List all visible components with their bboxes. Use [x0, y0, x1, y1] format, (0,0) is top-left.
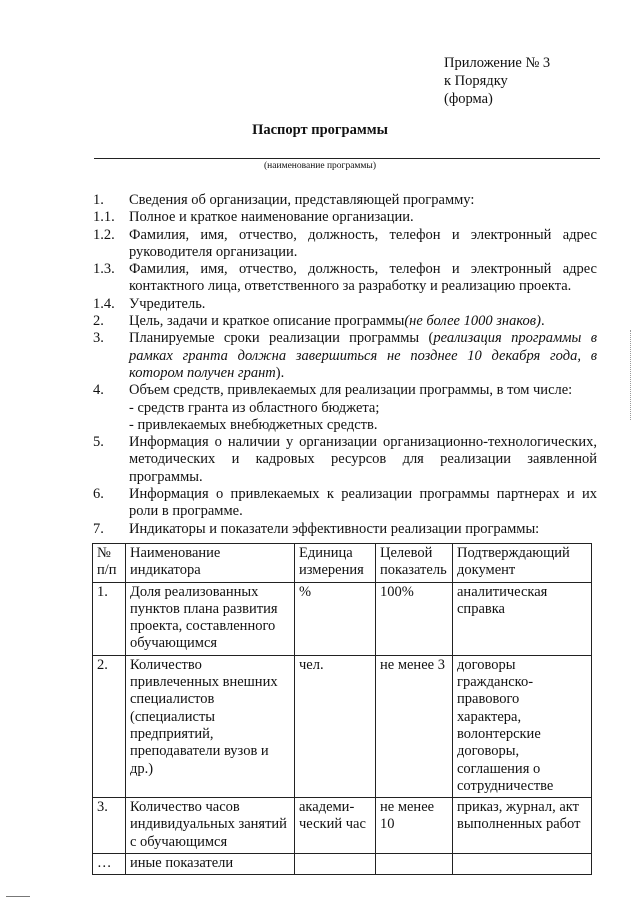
item-number: 3. [93, 330, 104, 347]
table-cell: 1. [93, 582, 126, 655]
appendix-number: Приложение № 3 [444, 55, 551, 71]
item-text: Индикаторы и показатели эффективности реализации программы: [129, 520, 540, 537]
table-cell: аналитическая справка [453, 582, 592, 655]
table-row [93, 582, 592, 655]
item-text: Сведения об организации, представляющей программу: [129, 192, 475, 208]
table-cell: договоры гражданско-правового характера, волонтерские договоры, соглашения о сотрудничестве [453, 655, 592, 797]
item-text: Планируемые сроки реализации программы ( [129, 330, 434, 347]
item-text: Учредитель. [129, 295, 206, 312]
item-text: Информация о наличии у организации организационно-технологических, методических и кадровых ресурсов для реализации заявленной программы. [129, 434, 597, 485]
list-item [93, 296, 597, 313]
table-cell: % [295, 582, 376, 655]
list-item [93, 434, 597, 486]
scan-corner-mark [6, 896, 30, 897]
list-item [93, 382, 597, 434]
table-cell: академи-ческий час [295, 798, 376, 854]
page-title: Паспорт программы [252, 122, 388, 138]
item-number: 1.1. [93, 209, 115, 226]
item-text-tail: ). [275, 364, 285, 381]
table-cell: не менее 10 [376, 798, 453, 854]
table-row [93, 655, 592, 797]
list-item [93, 209, 597, 226]
column-header: Наименование индикатора [126, 544, 295, 583]
item-number: 1. [93, 192, 104, 208]
table-header-row [93, 544, 592, 583]
item-number: 1.2. [93, 226, 115, 243]
appendix-form-label: (форма) [444, 91, 493, 107]
table-cell: не менее 3 [376, 655, 453, 797]
item-number: 1.3. [93, 261, 115, 278]
table-cell: 3. [93, 798, 126, 854]
column-header: Подтверждающий документ [453, 544, 592, 583]
column-header: № п/п [93, 544, 126, 583]
table-cell: чел. [295, 655, 376, 797]
table-cell: приказ, журнал, акт выполненных работ [453, 798, 592, 854]
appendix-reference: к Порядку [444, 73, 508, 89]
table-row [93, 854, 592, 875]
item-italic-note: (не более 1000 знаков) [404, 313, 541, 330]
indicators-table [92, 543, 592, 875]
table-cell: Количество часов индивидуальных занятий с обучающимся [126, 798, 295, 854]
item-text-tail: . [540, 313, 545, 330]
item-italic-note: реализация программы в рамках гранта должна завершиться не позднее 10 декабря года, в котором получен грант [129, 330, 597, 381]
table-cell: Количество привлеченных внешних специалистов (специалисты предприятий, преподаватели вузов и др.) [126, 655, 295, 797]
item-number: 5. [93, 434, 104, 451]
scan-edge-mark [630, 330, 634, 420]
column-header: Целевой показатель [376, 544, 453, 583]
item-text: Информация о привлекаемых к реализации программы партнерах и их роли в программе. [129, 486, 597, 520]
table-cell: 100% [376, 582, 453, 655]
list-item [93, 227, 597, 262]
item-number: 4. [93, 382, 104, 399]
list-item [93, 261, 597, 296]
item-text: Объем средств, привлекаемых для реализации программы, в том числе: [129, 382, 573, 399]
passport-items [93, 192, 597, 538]
table-cell: 2. [93, 655, 126, 797]
program-name-line [94, 158, 600, 159]
item-text: Фамилия, имя, отчество, должность, телефон и электронный адрес контактного лица, ответственного за разработку и реализацию проекта. [129, 261, 597, 295]
list-item [93, 330, 597, 382]
list-item [93, 521, 597, 538]
column-header: Единица измерения [295, 544, 376, 583]
item-number: 6. [93, 486, 104, 503]
table-row [93, 798, 592, 854]
table-cell [295, 854, 376, 875]
item-text: Цель, задачи и краткое описание программы [129, 313, 405, 330]
table-cell [453, 854, 592, 875]
list-item [93, 486, 597, 521]
list-item [93, 313, 597, 330]
item-text: Фамилия, имя, отчество, должность, телефон и электронный адрес руководителя организации. [129, 226, 597, 260]
table-cell: Доля реализованных пунктов плана развития проекта, составленного обучающимся [126, 582, 295, 655]
item-subpoint: - средств гранта из областного бюджета; [129, 399, 380, 416]
table-cell: иные показатели [126, 854, 295, 875]
program-name-caption: (наименование программы) [264, 161, 376, 171]
appendix-header [444, 54, 550, 108]
table-cell: … [93, 854, 126, 875]
item-text: Полное и краткое наименование организации. [129, 209, 414, 226]
item-number: 2. [93, 313, 104, 330]
table-cell [376, 854, 453, 875]
item-number: 1.4. [93, 295, 115, 312]
item-number: 7. [93, 520, 104, 537]
list-item [93, 192, 597, 209]
item-subpoint: - привлекаемых внебюджетных средств. [129, 416, 378, 433]
